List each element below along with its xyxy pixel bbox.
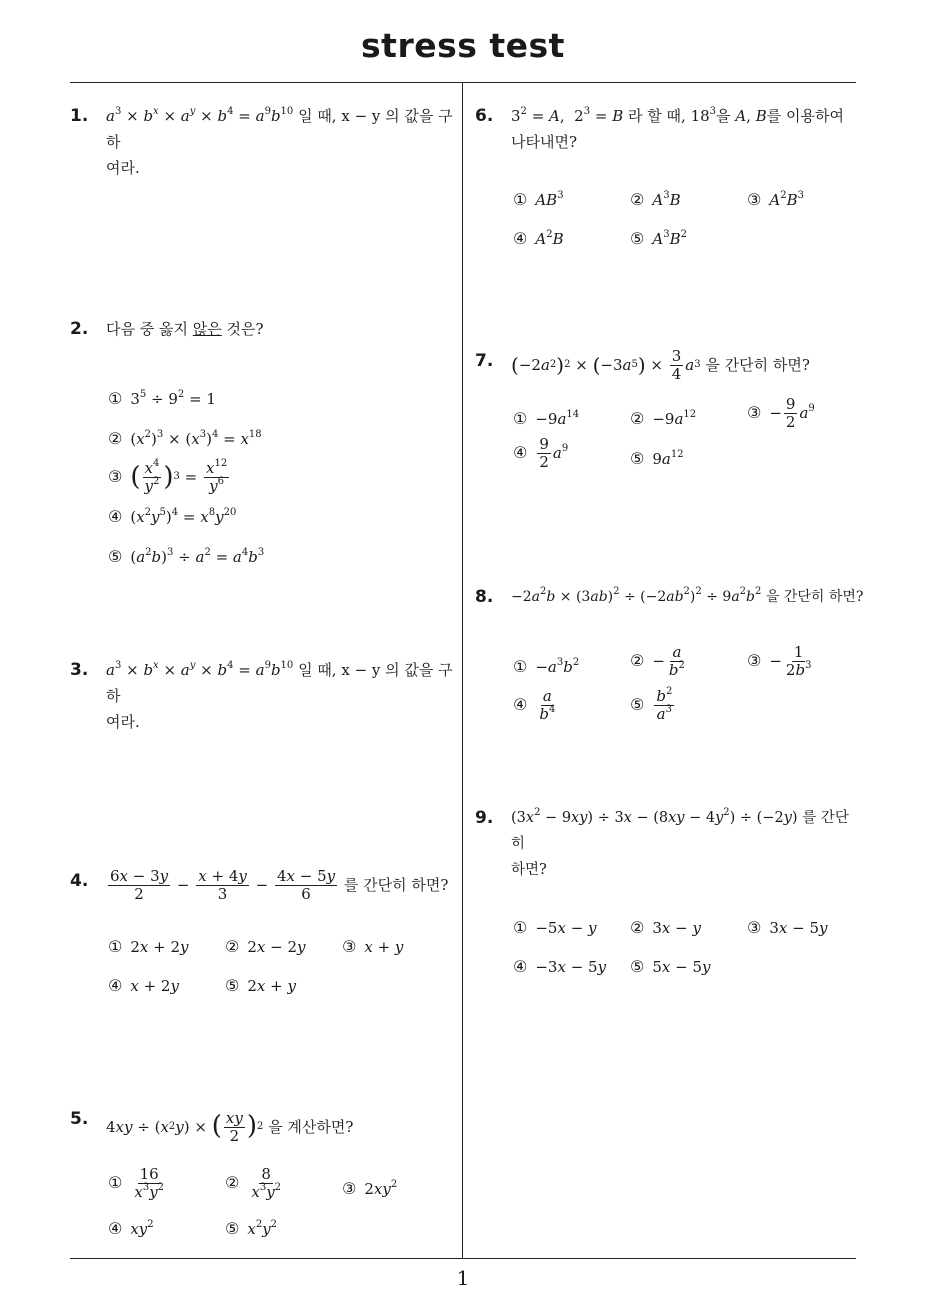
stem-text: 일 때, x − y 의 값을 구하 <box>106 661 453 705</box>
question-1 <box>70 103 455 181</box>
page-number: 1 <box>456 1266 470 1290</box>
option-5[interactable]: ⑤ 2x + y <box>225 973 296 999</box>
option-marker: ① <box>108 937 123 956</box>
option-marker: ⑤ <box>630 695 645 714</box>
question-number: 1. <box>70 106 89 126</box>
question-number: 2. <box>70 319 89 339</box>
stem-text: 나타내면? <box>511 133 578 151</box>
option-marker: ① <box>513 657 528 676</box>
option-2[interactable]: ② 2x − 2y <box>225 934 306 960</box>
question-stem: ( −2 a 2 ) 2 × ( −3 a 5 ) × $\frac{3}{4}$ a 3 을 간단히 하면? <box>511 347 810 383</box>
option-4[interactable]: ④ $\frac{9}{2}$ $a^9$ <box>513 435 569 471</box>
question-5 <box>70 1106 455 1244</box>
option-3[interactable]: ③ 3x − 5y <box>747 915 828 941</box>
option-marker: ④ <box>108 1219 123 1238</box>
option-5[interactable]: ⑤ $\frac{b^2}{a^3}$ <box>630 686 673 723</box>
option-marker: ② <box>630 190 645 209</box>
option-2[interactable]: ② − $\frac{a}{b^2}$ <box>630 643 685 679</box>
question-number: 9. <box>475 808 494 828</box>
stem-text: 것은? <box>226 320 264 338</box>
option-marker: ④ <box>108 976 123 995</box>
option-1[interactable]: ① $AB^3$ <box>513 187 564 213</box>
question-7 <box>475 348 860 492</box>
answer-options <box>513 382 860 492</box>
question-stem: $-2a^2b \times (3ab)^2 \div (-2ab^2)^2 \div 9a^2b^2$ 을 간단히 하면? <box>511 586 864 605</box>
option-5[interactable]: ⑤ 5x − 5y <box>630 954 711 980</box>
answer-options <box>108 342 455 582</box>
option-marker: ⑤ <box>630 449 645 468</box>
bottom-rule <box>70 1258 856 1259</box>
option-marker: ② <box>630 651 645 670</box>
option-4[interactable]: ④ −3x − 5y <box>513 954 606 980</box>
option-marker: ⑤ <box>630 957 645 976</box>
option-5[interactable]: ⑤ $A^3B^2$ <box>630 226 687 252</box>
answer-options <box>513 883 860 993</box>
option-4[interactable]: ④ $xy^2$ <box>108 1216 154 1242</box>
question-stem: 4 xy ÷ ( x 2 y ) × ( $\frac{xy}{2}$ ) 2 을 계산하면? <box>106 1109 354 1145</box>
question-8 <box>475 584 864 730</box>
question-number: 3. <box>70 660 89 680</box>
option-marker: ② <box>225 1173 240 1192</box>
top-rule <box>70 82 856 83</box>
option-marker: ④ <box>108 507 123 526</box>
stem-text: 일 때, x − y 의 값을 구하 <box>106 107 453 151</box>
stem-text: 를 간단히 하면? <box>343 876 449 894</box>
question-number: 8. <box>475 587 494 607</box>
question-stem: $a^3 \times b^x \times a^y \times b^4 = a^9b^{10}$ 일 때, x − y 의 값을 구하 여라. <box>106 660 453 731</box>
stem-text: 를 이용하여 <box>766 107 844 125</box>
option-2[interactable]: ② 3x − y <box>630 915 701 941</box>
option-marker: ② <box>108 429 123 448</box>
option-1[interactable]: ① $-9a^{14}$ <box>513 406 579 432</box>
option-marker: ④ <box>513 957 528 976</box>
option-5[interactable]: ⑤ $x^2y^2$ <box>225 1216 277 1242</box>
question-stem: $a^3 \times b^x \times a^y \times b^4 = a^9b^{10}$ 일 때, x − y 의 값을 구하 여라. <box>106 106 453 177</box>
option-4[interactable]: ④ x + 2y <box>108 973 179 999</box>
stem-text: 여라. <box>106 159 140 177</box>
option-3[interactable]: ③ $A^2B^3$ <box>747 187 804 213</box>
stem-text: 다음 중 옳지 <box>106 320 188 338</box>
option-marker: ③ <box>747 918 762 937</box>
option-1[interactable]: ① $-a^3b^2$ <box>513 654 579 680</box>
stem-text: 여라. <box>106 713 140 731</box>
option-3[interactable]: ③ x + y <box>342 934 403 960</box>
question-number: 7. <box>475 351 494 371</box>
option-marker: ① <box>108 389 123 408</box>
option-marker: ③ <box>342 1179 357 1198</box>
answer-options <box>513 610 860 730</box>
option-2[interactable]: ② $A^3B$ <box>630 187 681 213</box>
question-stem <box>106 316 455 342</box>
question-6 <box>475 103 860 265</box>
option-marker: ⑤ <box>225 976 240 995</box>
question-number: 4. <box>70 871 89 891</box>
stem-text: 을 간단히 하면? <box>765 589 864 605</box>
question-number: 5. <box>70 1109 89 1129</box>
option-marker: ① <box>513 190 528 209</box>
stem-text: 하면? <box>511 862 547 878</box>
stem-text: 를 간단히 <box>511 810 849 852</box>
stem-text: 라 할 때, <box>628 107 686 125</box>
option-marker: ③ <box>342 937 357 956</box>
option-marker: ③ <box>747 190 762 209</box>
option-marker: ② <box>630 409 645 428</box>
option-3[interactable]: ③ − $\frac{9}{2}$ $a^9$ <box>747 395 815 431</box>
option-2[interactable]: ② $-9a^{12}$ <box>630 406 696 432</box>
question-stem: $(3x^2 - 9xy) \div 3x - (8xy - 4y^2) \div (-2y)$ 를 간단히 하면? <box>511 807 849 878</box>
option-5[interactable]: ⑤ $9a^{12}$ <box>630 446 684 472</box>
option-marker: ① <box>513 918 528 937</box>
option-4[interactable]: ④ $\frac{a}{b^4}$ <box>513 687 556 723</box>
option-2[interactable]: ② $\frac{8}{x^3y^2}$ <box>225 1165 282 1201</box>
option-marker: ⑤ <box>108 547 123 566</box>
question-stem: $\frac{6x - 3y}{2}$ − $\frac{x + 4y}{3}$ − $\frac{4x - 5y}{6}$ 를 간단히 하면? <box>110 867 449 903</box>
question-stem: $3^2 = A$, $2^3 = B$ 라 할 때, $18^3$을 A, B를 이용하여 나타내면? <box>511 106 844 151</box>
option-4[interactable]: ④ $A^2B$ <box>513 226 564 252</box>
page-title: stress test <box>361 26 565 65</box>
option-3[interactable]: ③ − $\frac{1}{2b^3}$ <box>747 643 812 679</box>
option-3[interactable]: ③ ( $\frac{x^4}{y^2}$ ) 3 = $\frac{x^{12}}{y^6}$ <box>108 458 228 495</box>
stem-underlined-text: 않은 <box>192 320 222 338</box>
option-1[interactable]: ① 2x + 2y <box>108 934 189 960</box>
option-marker: ① <box>513 409 528 428</box>
option-4[interactable]: ④ $(x^2y^5)^4 = x^8y^{20}$ <box>108 504 236 530</box>
option-marker: ③ <box>747 651 762 670</box>
option-2[interactable]: ② $(x^2)^3 \times (x^3)^4 = x^{18}$ <box>108 426 262 452</box>
option-3[interactable]: ③ $2xy^2$ <box>342 1176 397 1202</box>
stem-text: 을 계산하면? <box>268 1118 354 1136</box>
option-5[interactable]: ⑤ $(a^2b)^3 \div a^2 = a^4b^3$ <box>108 544 264 570</box>
option-marker: ④ <box>513 443 528 462</box>
question-2 <box>70 316 455 582</box>
question-9 <box>475 805 860 993</box>
option-marker: ③ <box>108 467 123 486</box>
option-marker: ② <box>630 918 645 937</box>
question-3 <box>70 657 455 735</box>
answer-options <box>513 155 860 265</box>
answer-options <box>108 1144 455 1244</box>
option-marker: ⑤ <box>630 229 645 248</box>
option-1[interactable]: ① −5x − y <box>513 915 597 941</box>
option-marker: ⑤ <box>225 1219 240 1238</box>
option-1[interactable]: ① $\frac{16}{x^3y^2}$ <box>108 1165 165 1201</box>
stem-text: 을 <box>716 107 731 125</box>
option-marker: ④ <box>513 229 528 248</box>
column-divider <box>462 83 463 1258</box>
option-1[interactable]: ① $3^5 \div 9^2 = 1$ <box>108 386 216 412</box>
question-number: 6. <box>475 106 494 126</box>
option-marker: ① <box>108 1173 123 1192</box>
answer-options <box>108 902 455 1012</box>
option-marker: ③ <box>747 403 762 422</box>
question-4 <box>70 868 455 1012</box>
stem-text: 을 간단히 하면? <box>705 356 810 374</box>
option-marker: ④ <box>513 695 528 714</box>
option-marker: ② <box>225 937 240 956</box>
